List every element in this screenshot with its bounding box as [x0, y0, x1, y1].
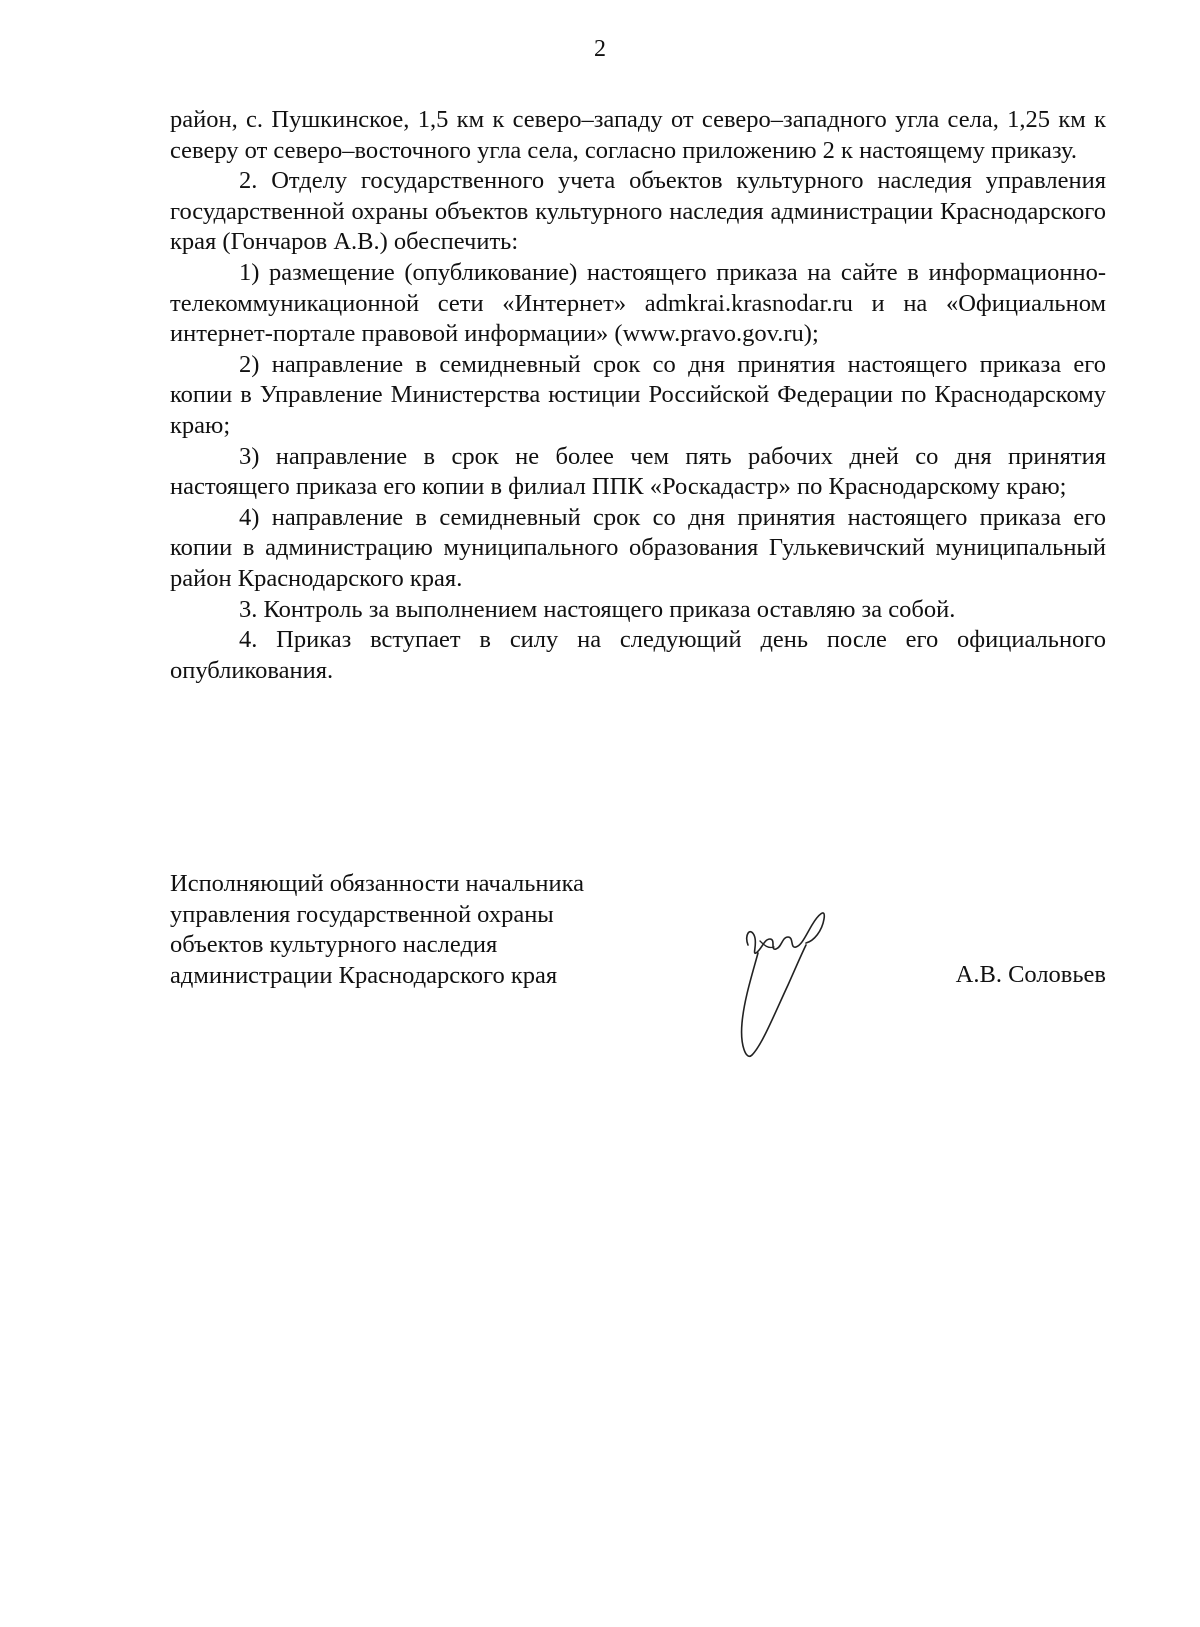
paragraph-subitem-2: 2) направление в семидневный срок со дня принятия настоящего приказа его копии в Управление Министерства юстиции Российской Федерации по Краснодарскому краю; [170, 350, 1106, 439]
signer-position-line: управления государственной охраны [170, 900, 554, 928]
paragraph-subitem-4: 4) направление в семидневный срок со дня принятия настоящего приказа его копии в администрацию муниципального образования Гулькевичский муниципальный район Краснодарского края. [170, 503, 1106, 592]
paragraph-subitem-3: 3) направление в срок не более чем пять рабочих дней со дня принятия настоящего приказа его копии в филиал ППК «Роскадастр» по Краснодарскому краю; [170, 442, 1106, 501]
paragraph-item-4: 4. Приказ вступает в силу на следующий день после его официального опубликования. [170, 626, 1106, 684]
paragraph-item-2: 2. Отделу государственного учета объектов культурного наследия управления государственной охраны объектов культурного наследия администрации Краснодарского края (Гончаров А.В.) обеспечить: [170, 167, 1106, 256]
paragraph-item-3: 3. Контроль за выполнением настоящего приказа оставляю за собой. [239, 595, 956, 623]
paragraph-continuation: район, с. Пушкинское, 1,5 км к северо–западу от северо–западного угла села, 1,25 км к северу от северо–восточного угла села, согласно приложению 2 к настоящему приказу. [170, 106, 1106, 164]
signer-position-line: Исполняющий обязанности начальника [170, 870, 584, 897]
document-body [170, 105, 1106, 686]
signer-position-line: администрации Краснодарского края [170, 961, 558, 989]
signer-position [170, 869, 630, 991]
handwritten-signature [740, 905, 850, 1065]
page-number: 2 [594, 36, 606, 62]
signer-name: А.В. Соловьев [955, 961, 1106, 988]
paragraph-subitem-1: 1) размещение (опубликование) настоящего приказа на сайте в информационно-телекоммуникационной сети «Интернет» admkrai.krasnodar.ru и на «Официальном интернет-портале правовой информации» (www.pravo.gov.ru); [170, 258, 1106, 348]
signer-position-line: объектов культурного наследия [170, 931, 498, 959]
